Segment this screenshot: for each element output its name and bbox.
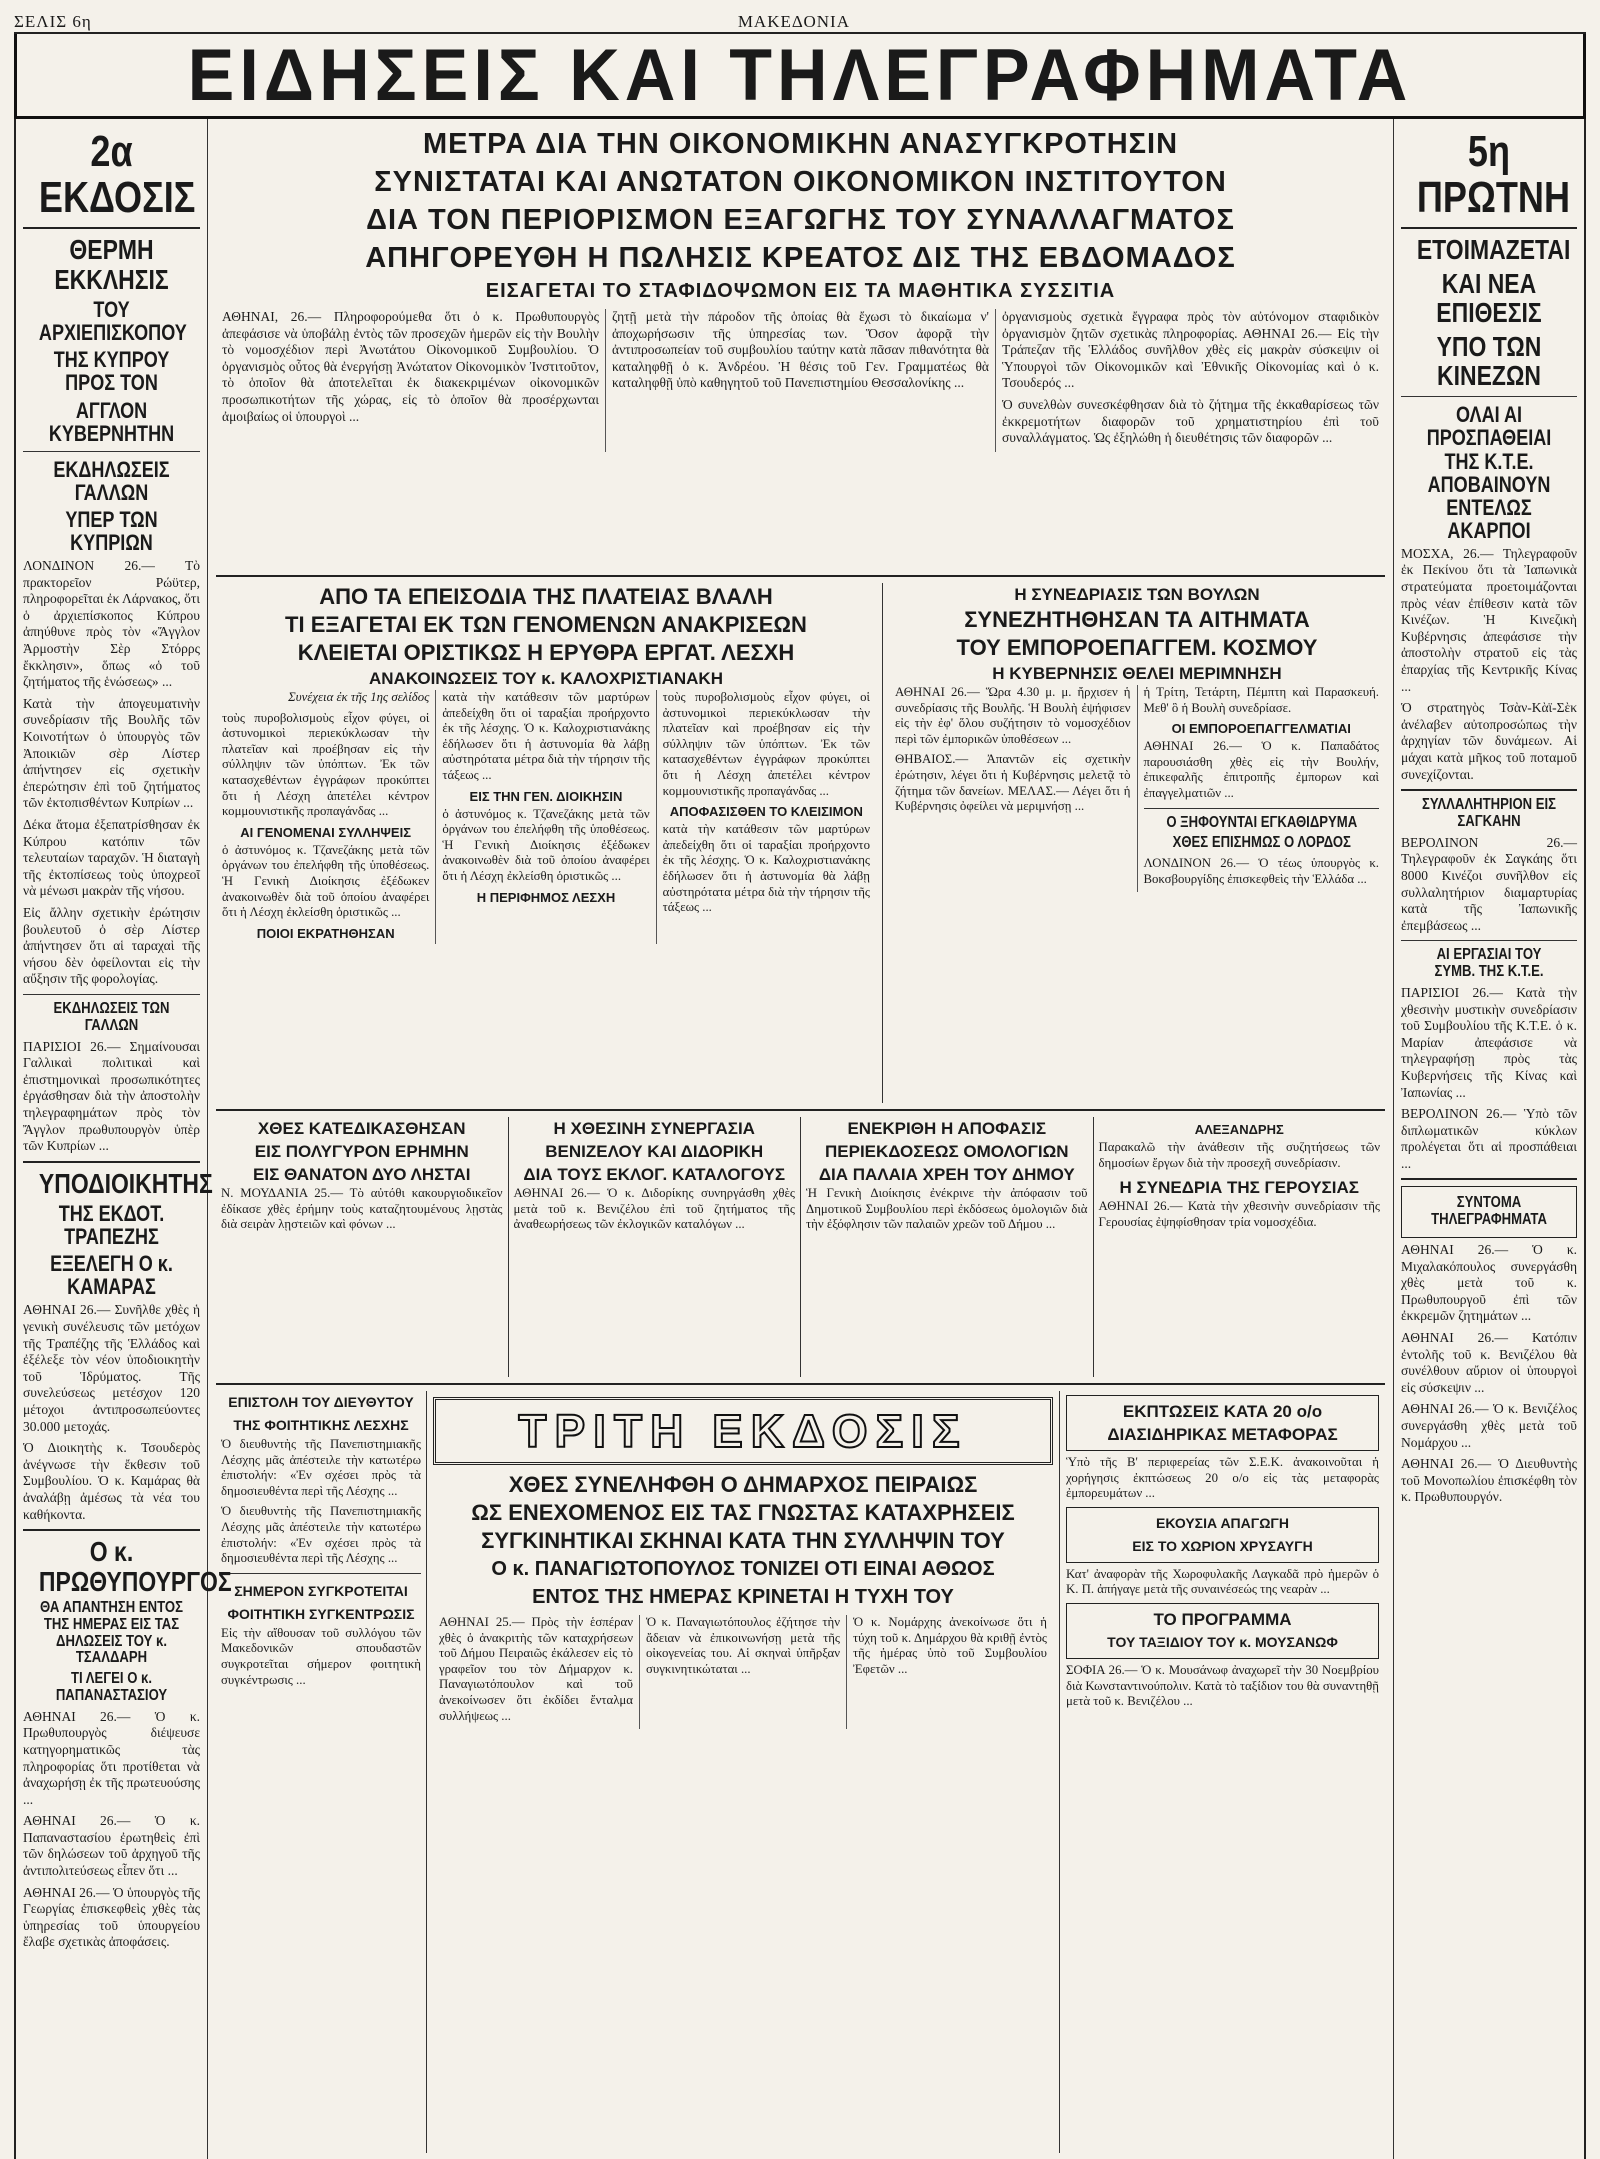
main-headline: ΣΥΝΙΣΤΑΤΑΙ ΚΑΙ ΑΝΩΤΑΤΟΝ ΟΙΚΟΝΟΜΙΚΟΝ ΙΝΣΤΙΤΟΥΤΟΝ xyxy=(374,166,1227,198)
section-banner xyxy=(14,34,1586,119)
headline: ΣΥΓΚΙΝΗΤΙΚΑΙ ΣΚΗΝΑΙ ΚΑΤΑ ΤΗΝ ΣΥΛΛΗΨΙΝ ΤΟΥ xyxy=(481,1528,1005,1553)
masthead-line xyxy=(14,8,1586,34)
subheadline: ΥΠΕΡ ΤΩΝ ΚΥΠΡΙΩΝ xyxy=(65,506,158,555)
subheadline: ΣΥΝΤΟΜΑ ΤΗΛΕΓΡΑΦΗΜΑΤΑ xyxy=(1431,1194,1547,1229)
article-text: Ὑπὸ τῆς Β' περιφερείας τῶν Σ.Ε.Κ. ἀνακοινοῦται ἡ χορήγησις ἐκπτώσεως 20 ο/ο εἰς τὰς μεταφορὰς ἐμπορευμάτων ... xyxy=(1066,1455,1379,1501)
headline: ΘΕΡΜΗ ΕΚΚΛΗΣΙΣ xyxy=(54,234,169,295)
headline: ΕΚΟΥΣΙΑ ΑΠΑΓΩΓΗ xyxy=(1156,1514,1289,1531)
article-text: Ν. ΜΟΥΔΑΝΙΑ 25.— Τὸ αὐτόθι κακουργιοδικεῖον ἐδίκασε χθὲς ἐρήμην τοὺς καταζητουμένους λῃστὰς διὰ σειρὰν λῃστειῶν καὶ φόνων ... xyxy=(221,1186,503,1232)
article-text: ΠΑΡΙΣΙΟΙ 26.— Σημαίνουσαι Γαλλικαὶ πολιτικαὶ καὶ ἐπιστημονικαὶ προσωπικότητες ἐργάσθησαν διὰ τὴν ἀποστολὴν τηλεγραφημάτων πρὸς τὸν Ἄγγλον πρωθυπουργὸν ὑπὲρ τῶν Κυπρίων ... xyxy=(23,1038,200,1154)
headline: ΕΝΕΚΡΙΘΗ Η ΑΠΟΦΑΣΙΣ xyxy=(847,1119,1047,1138)
article-text: ΒΕΡΟΛΙΝΟΝ 26.— Ὑπὸ τῶν διπλωματικῶν κύκλων προλέγεται ὅτι αἱ προσπάθειαι ... xyxy=(1401,1106,1577,1171)
article-text: ΛΟΝΔΙΝΟΝ 26.— Τὸ πρακτορεῖον Ρώϋτερ, πληροφορεῖται ἐκ Λάρνακος, ὅτι ὁ ἀρχιεπίσκοπος Κύπρου ἀπηύθυνε πρὸς τὸν «Ἄγγλον Ἀρμοστὴν Σὲρ Στόρρς ἔκκλησιν», ὅπως «ὁ τοῦ ζητήματος τῆς ἑνώσεως» ... xyxy=(23,558,200,690)
subheadline: Ο ΞΗΦΟΥΝΤΑΙ ΕΓΚΑΘΙΔΡΥΜΑ xyxy=(1165,813,1357,831)
headline: ΔΙΑ ΠΑΛΑΙΑ ΧΡΕΗ ΤΟΥ ΔΗΜΟΥ xyxy=(818,1165,1075,1184)
section-title: ΕΙΔΗΣΕΙΣ ΚΑΙ ΤΗΛΕΓΡΑΦΗΜΑΤΑ xyxy=(187,34,1413,116)
article-text: ΑΘΗΝΑΙ 26.— Ὁ κ. Βενιζέλος συνεργάσθη χθὲς μετὰ τοῦ Νομάρχου ... xyxy=(1401,1401,1577,1450)
article-text: τοὺς πυροβολισμοὺς εἶχον φύγει, οἱ ἀστυνομικοὶ περιεκύκλωσαν τὴν πλατεῖαν καὶ προέβησαν εἰς τὴν σύλληψιν τῶν ὑπόπτων. Ἐκ τῶν κατασχεθέντων ἐγγράφων προκύπτει ὅτι ἡ Λέσχη ἀπετέλει κέντρον κομμουνιστικῆς προπαγάνδας ... xyxy=(662,690,870,798)
article-text: Ὁ διευθυντὴς τῆς Πανεπιστημιακῆς Λέσχης μᾶς ἀπέστειλε τὴν κατωτέρω ἐπιστολήν: «Ἐν σχέσει πρὸς τὰ δημοσιευθέντα περὶ τῆς Λέσχης ... xyxy=(221,1437,421,1498)
headline: ΒΕΝΙΖΕΛΟΥ ΚΑΙ ΔΙΔΟΡΙΚΗ xyxy=(545,1142,764,1161)
article-text: ΘΗΒΑΙΟΣ.— Ἀπαντῶν εἰς σχετικὴν ἐρώτησιν, λέγει ὅτι ἡ Κυβέρνησις μελετᾷ τὸ ζήτημα τῶν δανείων. ΜΕΛΑΣ.— Λέγει ὅτι ἡ Κυβέρνησις ὀφείλει νὰ μεριμνήσῃ ... xyxy=(895,752,1131,814)
article-text: ΑΘΗΝΑΙ 26.— Κατὰ τὴν χθεσινὴν συνεδρίασιν τῆς Γερουσίας ἐψηφίσθησαν τρία νομοσχέδια. xyxy=(1098,1199,1380,1229)
page-number: ΣΕΛΙΣ 6η xyxy=(14,12,92,31)
center-area xyxy=(208,119,1394,2159)
article-text: Ὁ διευθυντὴς τῆς Πανεπιστημιακῆς Λέσχης μᾶς ἀπέστειλε τὴν κατωτέρω ἐπιστολήν: «Ἐν σχέσει πρὸς τὰ δημοσιευθέντα περὶ τῆς Λέσχης ... xyxy=(221,1504,421,1566)
article-text: ΑΘΗΝΑΙ 26.— Συνῆλθε χθὲς ἡ γενικὴ συνέλευσις τῶν μετόχων τῆς Τραπέζης τῆς Ἑλλάδος καὶ ἐξέλεξε τὸν νέον ὑποδιοικητὴν τοῦ Ἱδρύματος. Τῆς συνελεύσεως μετέσχον 120 μέτοχοι ἀντιπροσωπεύοντες 30.000 μετοχάς. xyxy=(23,1302,200,1434)
article-text: ΣΟΦΙΑ 26.— Ὁ κ. Μουσάνωφ ἀναχωρεῖ τὴν 30 Νοεμβρίου διὰ Κωνσταντινούπολιν. Κατὰ τὸ ταξίδιον του θὰ συναντηθῇ μετὰ τοῦ κ. Βενιζέλου ... xyxy=(1066,1662,1379,1709)
headline: ΤΟΥ ΤΑΞΙΔΙΟΥ ΤΟΥ κ. ΜΟΥΣΑΝΩΦ xyxy=(1107,1633,1338,1650)
article-text: ΑΘΗΝΑΙ 26.— Ὁ ὑπουργὸς τῆς Γεωργίας ἐπισκεφθεὶς χθὲς τὰς ὑπηρεσίας τοῦ ὑπουργείου ἔλαβε σχετικὰς ἀποφάσεις. xyxy=(23,1884,200,1950)
main-headline: ΔΙΑ ΤΟΝ ΠΕΡΙΟΡΙΣΜΟΝ ΕΞΑΓΩΓΗΣ ΤΟΥ ΣΥΝΑΛΛΑΓΜΑΤΟΣ xyxy=(366,204,1235,236)
article-text: Κατ' ἀναφορὰν τῆς Χωροφυλακῆς Λαγκαδᾶ πρὸ ἡμερῶν ὁ Κ. Π. ἀπήγαγε μετὰ τῆς συναινέσεώς της νεαρὰν ... xyxy=(1066,1566,1379,1597)
newspaper-name: ΜΑΚΕΔΟΝΙΑ xyxy=(737,12,850,31)
row-four xyxy=(216,1391,1385,2153)
headline: ΤΗΣ ΚΥΠΡΟΥ ΠΡΟΣ ΤΟΝ xyxy=(53,347,170,396)
article-text: ΑΘΗΝΑΙ 26.— Ὁ Διευθυντὴς τοῦ Μονοπωλίου ἐπισκέφθη τὸν κ. Πρωθυπουργόν. xyxy=(1401,1456,1577,1505)
subheadline: ΣΥΛΛΑΛΗΤΗΡΙΟΝ ΕΙΣ ΣΑΓΚΑΗΝ xyxy=(1421,796,1557,830)
article-text: ζητῇ μετὰ τὴν πάροδον τῆς ὁποίας θὰ ἔχωσι τὸ δικαίωμα ν' ἀποχωρήσωσιν τῆς ὑπηρεσίας των. Ὅσον ἀφορᾷ τὴν ἀντιπροσωπείαν τοῦ συμβουλίου ταύτην κατὰ πᾶσαν πιθανότητα θὰ καταληφθῇ ὁ κ. Ἀνδρέου. Ἡ θέσις τοῦ Γεν. Γραμματέως θὰ καταληφθῇ ὑπὸ καθηγητοῦ τοῦ Πανεπιστημίου Θεσσαλονίκης ... xyxy=(612,309,989,391)
headline: Η ΣΥΝΕΔΡΙΑΣΙΣ ΤΩΝ ΒΟΥΛΩΝ xyxy=(1014,585,1260,604)
article-text: ἡ Τρίτη, Τετάρτη, Πέμπτη καὶ Παρασκευή. Μεθ' ὃ ἡ Βουλὴ συνεδρίασε. xyxy=(1143,685,1379,715)
article-text: κατὰ τὴν κατάθεσιν τῶν μαρτύρων ἀπεδείχθη ὅτι οἱ ταραξίαι προήρχοντο ἐκ τῆς λέσχης. Ὁ κ. Καλοχριστιανάκης ἐδήλωσεν ὅτι ἡ ἀστυνομία θὰ λάβῃ αὐστηρότατα μέτρα διὰ τὴν τήρησιν τῆς τάξεως ... xyxy=(662,822,870,915)
headline: Ο κ. ΠΑΝΑΓΙΩΤΟΠΟΥΛΟΣ ΤΟΝΙΖΕΙ ΟΤΙ ΕΙΝΑΙ ΑΘΩΟΣ xyxy=(491,1558,995,1580)
main-headline: ΜΕΤΡΑ ΔΙΑ ΤΗΝ ΟΙΚΟΝΟΜΙΚΗΝ ΑΝΑΣΥΓΚΡΟΤΗΣΙΝ xyxy=(422,128,1179,160)
edition-label: 2α ΕΚΔΟΣΙΣ xyxy=(38,127,196,223)
headline: ΕΙΣ ΠΟΛΥΓΥΡΟΝ ΕΡΗΜΗΝ xyxy=(254,1142,469,1161)
headline: ΤΗΣ ΕΚΔΟΤ. ΤΡΑΠΕΖΗΣ xyxy=(58,1201,165,1250)
headline: ΑΠΟ ΤΑ ΕΠΕΙΣΟΔΙΑ ΤΗΣ ΠΛΑΤΕΙΑΣ ΒΛΑΛΗ xyxy=(319,584,773,609)
subhead: ΕΙΣ ΤΗΝ ΓΕΝ. ΔΙΟΙΚΗΣΙΝ xyxy=(469,788,623,804)
edition-label: 5η ΠΡΩΤΝΗ xyxy=(1416,127,1571,223)
headline: Η ΣΥΝΕΔΡΙΑ ΤΗΣ ΓΕΡΟΥΣΙΑΣ xyxy=(1119,1178,1359,1198)
headline: ΔΙΑΣΙΔΗΡΙΚΑΣ ΜΕΤΑΦΟΡΑΣ xyxy=(1107,1425,1338,1444)
article-text: Ὁ στρατηγὸς Τσὰν-Κὰϊ-Σὲκ ἀνέλαβεν αὐτοπροσώπως τὴν ἀρχηγίαν τῶν δυνάμεων. Αἱ μάχαι κατὰ μῆκος τοῦ ποταμοῦ συνεχίζονται. xyxy=(1401,700,1577,782)
headline: Η ΚΥΒΕΡΝΗΣΙΣ ΘΕΛΕΙ ΜΕΡΙΜΝΗΣΗ xyxy=(992,664,1282,683)
headline: ΩΣ ΕΝΕΧΟΜΕΝΟΣ ΕΙΣ ΤΑΣ ΓΝΩΣΤΑΣ ΚΑΤΑΧΡΗΣΕΙΣ xyxy=(471,1500,1015,1525)
article-text: Δέκα ἄτομα ἐξεπατρίσθησαν ἐκ Κύπρου κατόπιν τῶν τελευταίων ταραχῶν. Ἡ διαταγὴ τῆς ἐκτοπίσεως τοὺς ὑποχρεοῖ νὰ μένωσι μακρὰν τῆς νήσου. xyxy=(23,817,200,899)
article-text: ΑΘΗΝΑΙ 26.— Ὁ κ. Διδορίκης συνηργάσθη χθὲς μετὰ τοῦ κ. Βενιζέλου ἐπὶ τοῦ ζητήματος τῆς ἀναθεωρήσεως τῶν ἐκλογικῶν καταλόγων ... xyxy=(513,1186,795,1232)
article-text: Ἡ Γενικὴ Διοίκησις ἐνέκρινε τὴν ἀπόφασιν τοῦ Δημοτικοῦ Συμβουλίου περὶ ἐκδόσεως ὁμολογιῶν διὰ τὴν ἐξόφλησιν τῶν παλαιῶν χρεῶν τοῦ Δήμου ... xyxy=(806,1186,1088,1232)
headline: ΕΚΠΤΩΣΕΙΣ ΚΑΤΑ 20 ο/ο xyxy=(1122,1402,1323,1421)
article-text: τοὺς πυροβολισμοὺς εἶχον φύγει, οἱ ἀστυνομικοὶ περιεκύκλωσαν τὴν πλατεῖαν καὶ προέβησαν εἰς τὴν σύλληψιν τῶν ὑπόπτων. Ἐκ τῶν κατασχεθέντων ἐγγράφων προκύπτει ὅτι ἡ Λέσχη ἀπετέλει κέντρον κομμουνιστικῆς προπαγάνδας ... xyxy=(222,710,430,819)
headline: ΕΝΤΟΣ ΤΗΣ ΗΜΕΡΑΣ ΚΡΙΝΕΤΑΙ Η ΤΥΧΗ ΤΟΥ xyxy=(532,1586,954,1608)
headline: ΑΓΓΛΟΝ ΚΥΒΕΡΝΗΤΗΝ xyxy=(48,397,175,446)
article-text: ΜΟΣΧΑ, 26.— Τηλεγραφοῦν ἐκ Πεκίνου ὅτι τὰ Ἰαπωνικὰ στρατεύματα προετοιμάζονται πρὸς νέαν ἐπίθεσιν κατὰ τῶν Κινέζων. Ἡ Κινεζικὴ Κυβέρνησις ἀπεφάσισε τὴν ἀποστολὴν στρατοῦ εἰς τὰς ἐπαρχίας τῆς Κεντρικῆς Κίνας ... xyxy=(1401,545,1577,694)
right-column xyxy=(1394,119,1584,2159)
headline: ΚΛΕΙΕΤΑΙ ΟΡΙΣΤΙΚΩΣ Η ΕΡΥΘΡΑ ΕΡΓΑΤ. ΛΕΣΧΗ xyxy=(297,640,795,665)
article-text: ὀργανισμοὺς σχετικὰ ἔγγραφα πρὸς τὸν αὐτόνομον σταφιδικὸν ὀργανισμὸν ζητῶν σχετικὰς πληροφορίας. ΑΘΗΝΑΙ 26.— Εἰς τὴν Τράπεζαν τῆς Ἑλλάδος συνῆλθον χθὲς εἰς μακρὰν σύσκεψιν οἱ Ὑπουργοὶ τῶν Οἰκονομικῶν καὶ Ἐθνικῆς Οἰκονομίας καὶ ὁ κ. Τσουδερός ... xyxy=(1002,309,1379,391)
subhead: Η ΠΕΡΙΦΗΜΟΣ ΛΕΣΧΗ xyxy=(476,889,616,905)
article-text: Εἰς ἄλλην σχετικὴν ἐρώτησιν βουλευτοῦ ὁ σὲρ Λίστερ ἀπήντησεν ὅτι αἱ ταραχαὶ τῆς νήσου δὲν ὀφείλονται εἰς τὴν αὔξησιν τῆς φορολογίας. xyxy=(23,904,200,987)
third-edition xyxy=(427,1391,1060,2153)
article-text: Ὁ συνελθὼν συνεσκέφθησαν διὰ τὸ ζήτημα τῆς ἐκκαθαρίσεως τῶν ἐκκρεμοτήτων διαφορῶν τοῦ χρηματιστηρίου ἐπὶ τοῦ συναλλάγματος. Ὡς ἐξηλώθη ἡ διευθέτησις τῶν διαφορῶν ... xyxy=(1002,396,1379,446)
article-text: ὁ ἀστυνόμος κ. Τζανεζάκης μετὰ τῶν ὀργάνων του ἐπελήφθη τῆς ὑποθέσεως. Ἡ Γενικὴ Διοίκησις ἐξέδωκεν ἀνακοινωθὲν διὰ τοῦ ὁποίου ἀναφέρει ὅτι ἡ Λέσχη ἐκλείσθη ὁριστικῶς ... xyxy=(222,842,430,920)
headline: ΥΠΟΔΙΟΙΚΗΤΗΣ xyxy=(38,1167,213,1199)
subheadline: ΤΙ ΛΕΓΕΙ Ο κ. ΠΑΠΑΝΑΣΤΑΣΙΟΥ xyxy=(55,1670,168,1704)
subhead: ΟΙ ΕΜΠΟΡΟΕΠΑΓΓΕΛΜΑΤΙΑΙ xyxy=(1171,721,1351,737)
page-body xyxy=(14,119,1586,2159)
row-three xyxy=(216,1117,1385,1377)
article-text: Εἰς τὴν αἴθουσαν τοῦ συλλόγου τῶν Μακεδονικῶν σπουδαστῶν συγκροτεῖται σήμερον φοιτητικὴ συγκέντρωσις ... xyxy=(221,1625,421,1687)
headline: ΕΙΣ ΤΟ ΧΩΡΙΟΝ ΧΡΥΣΑΥΓΗ xyxy=(1132,1537,1313,1554)
headline: ΥΠΟ ΤΩΝ ΚΙΝΕΖΩΝ xyxy=(1436,330,1542,391)
article-text: ΑΘΗΝΑΙ 25.— Πρὸς τὴν ἑσπέραν χθὲς ὁ ἀνακριτὴς τῶν καταχρήσεων τοῦ Δήμου Πειραιῶς ἐκάλεσεν εἰς τὸ γραφεῖον του τὸν Δήμαρχον κ. Παναγιωτόπουλον καὶ τοῦ ἀνεκοίνωσεν ὅτι ἐκδίδει ἔνταλμα συλλήψεως ... xyxy=(439,1615,633,1723)
article-text: ΑΘΗΝΑΙ 26.— Κατόπιν ἐντολῆς τοῦ κ. Βενιζέλου θὰ συνέλθουν αὔριον οἱ ὑπουργοὶ εἰς σύσκεψιν ... xyxy=(1401,1330,1577,1395)
article-text: ΒΕΡΟΛΙΝΟΝ 26.— Τηλεγραφοῦν ἐκ Σαγκάης ὅτι 8000 Κινέζοι συνῆλθον εἰς συλλαλητήριον διαμαρτυρίας κατὰ τῆς Ἰαπωνικῆς ἐπεμβάσεως ... xyxy=(1401,834,1577,933)
subheadline: ΧΘΕΣ ΕΠΙΣΗΜΩΣ Ο ΛΟΡΔΟΣ xyxy=(1172,834,1351,852)
article-text: ΑΘΗΝΑΙ 26.— Ὁ κ. Παπαναστασίου ἐρωτηθεὶς ἐπὶ τῶν δηλώσεων τοῦ ἀρχηγοῦ τῆς ἀντιπολιτεύσεως εἶπεν ὅτι ... xyxy=(23,1813,200,1879)
article-text: ΑΘΗΝΑΙ 26.— Ὥρα 4.30 μ. μ. ἤρχισεν ἡ συνεδρίασις τῆς Βουλῆς. Ἡ Βουλὴ ἐψήφισεν εἰς τὴν ἐφ' ὅλου συζήτησιν τὸ νομοσχέδιον περὶ τῶν ἐμπορικῶν ὑποθέσεων ... xyxy=(895,685,1131,746)
article-text: Κατὰ τὴν ἀπογευματινὴν συνεδρίασιν τῆς Βουλῆς τῶν Κοινοτήτων ὁ ὑπουργὸς τῶν Ἀποικιῶν σὲρ Λίστερ ἀπήντησεν εἰς σχετικὴν ἐπερώτησιν ἐπὶ τοῦ ζητήματος τῶν ἐκτοπισθέντων Κυπρίων ... xyxy=(23,695,200,811)
article-text: Ὁ κ. Νομάρχης ἀνεκοίνωσε ὅτι ἡ τύχη τοῦ κ. Δημάρχου θὰ κριθῇ ἐντὸς τῆς ἡμέρας ὑπὸ τοῦ Συμβουλίου Ἐφετῶν ... xyxy=(853,1615,1047,1676)
headline: ΤΟΥ ΑΡΧΙΕΠΙΣΚΟΠΟΥ xyxy=(38,297,187,346)
article-text: Ὁ Διοικητὴς κ. Τσουδερὸς ἀνέγνωσε τὴν ἔκθεσιν τοῦ Συμβουλίου. Ὁ κ. Καμάρας θὰ ἀναλάβῃ ἀμέσως τὰ νέα του καθήκοντα. xyxy=(23,1440,200,1522)
headline: ΕΠΙΣΤΟΛΗ ΤΟΥ ΔΙΕΥΘΥΤΟΥ xyxy=(228,1394,414,1410)
continuation-note: Συνέχεια ἐκ τῆς 1ης σελίδος xyxy=(288,690,430,704)
subheadline: ΑΙ ΕΡΓΑΣΙΑΙ ΤΟΥ ΣΥΜΒ. ΤΗΣ Κ.Τ.Ε. xyxy=(1434,946,1544,981)
main-headline: ΑΠΗΓΟΡΕΥΘΗ Η ΠΩΛΗΣΙΣ ΚΡΕΑΤΟΣ ΔΙΣ ΤΗΣ ΕΒΔΟΜΑΔΟΣ xyxy=(365,242,1236,274)
headline: ΣΗΜΕΡΟΝ ΣΥΓΚΡΟΤΕΙΤΑΙ xyxy=(234,1582,408,1599)
headline: ΤΙ ΕΞΑΓΕΤΑΙ ΕΚ ΤΩΝ ΓΕΝΟΜΕΝΩΝ ΑΝΑΚΡΙΣΕΩΝ xyxy=(285,612,807,637)
headline: ΤΟ ΠΡΟΓΡΑΜΜΑ xyxy=(1153,1609,1292,1629)
headline: ΚΑΙ ΝΕΑ ΕΠΙΘΕΣΙΣ xyxy=(1436,267,1542,329)
vouli-story xyxy=(883,583,1385,1103)
row-two xyxy=(216,583,1385,1103)
article-text: ὁ ἀστυνόμος κ. Τζανεζάκης μετὰ τῶν ὀργάνων του ἐπελήφθη τῆς ὑποθέσεως. Ἡ Γενικὴ Διοίκησις ἐξέδωκεν ἀνακοινωθὲν διὰ τοῦ ὁποίου ἀναφέρει ὅτι ἡ Λέσχη ἐκλείσθη ὁριστικῶς ... xyxy=(442,806,650,883)
headline: ΧΘΕΣ ΣΥΝΕΛΗΦΘΗ Ο ΔΗΜΑΡΧΟΣ ΠΕΙΡΑΙΩΣ xyxy=(508,1472,978,1497)
article-text: κατὰ τὴν κατάθεσιν τῶν μαρτύρων ἀπεδείχθη ὅτι οἱ ταραξίαι προήρχοντο ἐκ τῆς λέσχης. Ὁ κ. Καλοχριστιανάκης ἐδήλωσεν ὅτι ἡ ἀστυνομία θὰ λάβῃ αὐστηρότατα μέτρα διὰ τὴν τήρησιν τῆς τάξεως ... xyxy=(442,690,650,782)
headline: ΠΕΡΙΕΚΔΟΣΕΩΣ ΟΜΟΛΟΓΙΩΝ xyxy=(825,1142,1069,1161)
headline: ΦΟΙΤΗΤΙΚΗ ΣΥΓΚΕΝΤΡΩΣΙΣ xyxy=(227,1605,415,1622)
subhead: ΠΟΙΟΙ ΕΚΡΑΤΗΘΗΣΑΝ xyxy=(256,925,395,941)
subhead: ΑΙ ΓΕΝΟΜΕΝΑΙ ΣΥΛΛΗΨΕΙΣ xyxy=(240,824,412,840)
headline: ΑΝΑΚΟΙΝΩΣΕΙΣ ΤΟΥ κ. ΚΑΛΟΧΡΙΣΤΙΑΝΑΚΗ xyxy=(369,669,723,688)
main-story xyxy=(216,125,1385,569)
article-text: Ὁ κ. Παναγιωτόπουλος ἐζήτησε τὴν ἄδειαν νὰ ἐπικοινωνήσῃ μετὰ τῆς οἰκογενείας του. Αἱ σκηναὶ ὑπῆρξαν συγκινητικώταται ... xyxy=(646,1615,840,1676)
subheadline: ΘΑ ΑΠΑΝΤΗΣΗ ΕΝΤΟΣ ΤΗΣ ΗΜΕΡΑΣ ΕΙΣ ΤΑΣ ΔΗΛΩΣΕΙΣ ΤΟΥ κ. ΤΣΑΛΔΑΡΗ xyxy=(40,1598,183,1667)
article-text: ΑΘΗΝΑΙ 26.— Ὁ κ. Μιχαλακόπουλος συνεργάσθη χθὲς μετὰ τοῦ κ. Πρωθυπουργοῦ ἐπὶ τῶν ἐκκρεμῶν ζητημάτων ... xyxy=(1401,1242,1577,1324)
edition-box xyxy=(433,1397,1053,1465)
vlali-story xyxy=(216,583,883,1103)
main-subheadline: ΕΙΣΑΓΕΤΑΙ ΤΟ ΣΤΑΦΙΔΟΨΩΜΟΝ ΕΙΣ ΤΑ ΜΑΘΗΤΙΚΑ ΣΥΣΣΙΤΙΑ xyxy=(485,280,1116,302)
article-text: ΛΟΝΔΙΝΟΝ 26.— Ὁ τέως ὑπουργὸς κ. Βοκσβουργίδης ἐπισκεφθεὶς τὴν Ἑλλάδα ... xyxy=(1143,856,1379,886)
headline: Η ΧΘΕΣΙΝΗ ΣΥΝΕΡΓΑΣΙΑ xyxy=(553,1119,755,1138)
headline: Ο κ. ΠΡΩΘΥΠΟΥΡΓΟΣ xyxy=(38,1536,232,1597)
article-text: ΑΘΗΝΑΙ 26.— Ὁ κ. Πρωθυπουργὸς διέψευσε κατηγορηματικῶς τὰς πληροφορίας ὅτι προτίθεται νὰ ἀναχωρήσῃ ἐκ τῆς πρωτευούσης ... xyxy=(23,1708,200,1807)
subheadline: ΕΚΔΗΛΩΣΕΙΣ ΤΩΝ ΓΑΛΛΩΝ xyxy=(53,999,170,1034)
subheadline: ΟΛΑΙ ΑΙ ΠΡΟΣΠΑΘΕΙΑΙ ΤΗΣ Κ.Τ.Ε. ΑΠΟΒΑΙΝΟΥΝ ΕΝΤΕΛΩΣ ΑΚΑΡΠΟΙ xyxy=(1426,402,1552,543)
article-text: Παρακαλῶ τὴν ἀνάθεσιν τῆς συζητήσεως τῶν δημοσίων ἔργων διὰ τὴν προσεχῆ συνεδρίασιν. xyxy=(1098,1140,1380,1170)
headline: ΕΤΟΙΜΑΖΕΤΑΙ xyxy=(1416,234,1571,266)
subheadline: ΕΚΔΗΛΩΣΕΙΣ ΓΑΛΛΩΝ xyxy=(53,456,170,505)
article-text: ΑΘΗΝΑΙ 26.— Ὁ κ. Παπαδάτος παρουσιάσθη χθὲς εἰς τὴν Βουλήν, ἐπικεφαλῆς ἐπιτροπῆς ἐμπορων καὶ ἐπαγγελματιῶν ... xyxy=(1143,739,1379,800)
article-text: ΑΘΗΝΑΙ, 26.— Πληροφορούμεθα ὅτι ὁ κ. Πρωθυπουργὸς ἀπεφάσισε νὰ ὑποβάλῃ ἐντὸς τῶν προσεχῶν ἡμερῶν εἰς τὴν Βουλὴν τὸ νομοσχέδιον περὶ Ἀνωτάτου Οἰκονομικοῦ Συμβουλίου. Ὁ ὀργανισμὸς οὗτος θὰ ἐνεργήσῃ Ἀνώτατον Οἰκονομικὸν Ἰνστιτοῦτον, τὸ ὁποῖον θὰ ἀποτελεῖται ἐκ διακεκριμένων οἰκονομικῶν προσωπικοτήτων τῆς χώρας, εἰς τὸ ὁποῖον θὰ προσέρχωνται ἀμοιβαίως οἱ ὑπουργοὶ ... xyxy=(222,309,599,424)
headline: ΔΙΑ ΤΟΥΣ ΕΚΛΟΓ. ΚΑΤΑΛΟΓΟΥΣ xyxy=(523,1165,786,1184)
left-column xyxy=(16,119,232,2159)
subhead: ΑΛΕΞΑΝΔΡΗΣ xyxy=(1194,1122,1284,1137)
headline: ΕΙΣ ΘΑΝΑΤΟΝ ΔΥΟ ΛΗΣΤΑΙ xyxy=(253,1165,471,1184)
article-text: ΠΑΡΙΣΙΟΙ 26.— Κατὰ τὴν χθεσινὴν μυστικὴν συνεδρίασιν τοῦ Συμβουλίου τῆς Κ.Τ.Ε. ὁ κ. Μαρίαν ἀπεφάσισε νὰ τηλεγραφήσῃ πρὸς τὰς Κυβερνήσεις τῆς Κίνας καὶ Ἰαπωνίας ... xyxy=(1401,984,1577,1100)
headline: ΧΘΕΣ ΚΑΤΕΔΙΚΑΣΘΗΣΑΝ xyxy=(257,1119,466,1138)
headline: ΕΞΕΛΕΓΗ Ο κ. ΚΑΜΑΡΑΣ xyxy=(50,1251,173,1300)
edition-label: ΤΡΙΤΗ ΕΚΔΟΣΙΣ xyxy=(518,1405,968,1457)
headline: ΣΥΝΕΖΗΤΗΘΗΣΑΝ ΤΑ ΑΙΤΗΜΑΤΑ xyxy=(964,607,1310,632)
headline: ΤΗΣ ΦΟΙΤΗΤΙΚΗΣ ΛΕΣΧΗΣ xyxy=(233,1417,409,1433)
headline: ΤΟΥ ΕΜΠΟΡΟΕΠΑΓΓΕΜ. ΚΟΣΜΟΥ xyxy=(956,635,1318,660)
subhead: ΑΠΟΦΑΣΙΣΘΕΝ ΤΟ ΚΛΕΙΣΙΜΟΝ xyxy=(669,804,863,820)
